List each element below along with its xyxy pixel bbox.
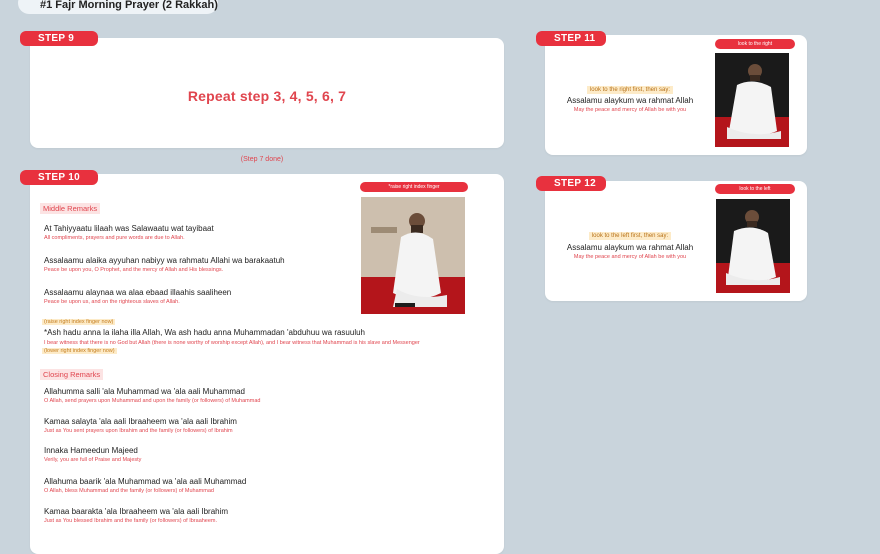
closing-tr-1: O Allah, send prayers upon Muhammad and upon the family (or followers) of Muhammad — [44, 398, 261, 404]
raise-finger-note: (raise right index finger now) — [44, 319, 114, 325]
step10-photo-tag: *raise right index finger — [360, 182, 468, 192]
middle-ar-2: Assalaamu alaika ayyuhan nabiyy wa rahmatu Allahi wa barakaatuh — [44, 256, 285, 265]
middle-ar-1: At Tahiyyaatu lilaah was Salawaatu wat tayibaat — [44, 224, 214, 233]
step10-photo — [361, 197, 465, 314]
shahada-tr: I bear witness that there is no God but Allah (there is none worthy of worship except Allah), and I bear witness that Muhammad is his slave and Messenger — [44, 340, 420, 346]
closing-tr-5: Just as You blessed Ibrahim and the family (or followers) of Ibraaheem. — [44, 518, 218, 524]
step9-label: STEP 9 — [20, 31, 98, 46]
step12-ar: Assalamu alaykum wa rahmat Allah — [566, 243, 694, 252]
step11-label: STEP 11 — [536, 31, 606, 46]
step10-label: STEP 10 — [20, 170, 98, 185]
closing-ar-5: Kamaa baarakta 'ala Ibraaheem wa 'ala aali Ibrahim — [44, 507, 229, 516]
step12-photo-tag: look to the left — [715, 184, 795, 194]
step7-done-note: (Step 7 done) — [240, 156, 284, 163]
closing-tr-3: Verily, you are full of Praise and Majesty — [44, 457, 142, 463]
step11-tr: May the peace and mercy of Allah be with you — [573, 107, 687, 113]
person-praying-photo-icon — [361, 197, 465, 314]
step11-ar: Assalamu alaykum wa rahmat Allah — [566, 96, 694, 105]
lower-finger-note: (lower right index finger now) — [44, 348, 115, 354]
step12-label: STEP 12 — [536, 176, 606, 191]
step11-card — [545, 35, 807, 155]
step11-photo — [715, 53, 789, 147]
middle-tr-1: All compliments, prayers and pure words are due to Allah. — [44, 235, 185, 241]
page-title: #1 Fajr Morning Prayer (2 Rakkah) — [18, 0, 218, 14]
step9-card — [30, 38, 504, 148]
person-praying-photo-icon — [715, 53, 789, 147]
shahada-ar: *Ash hadu anna la ilaha illa Allah, Wa ash hadu anna Muhammadan 'abduhuu wa rasuuluh — [44, 328, 366, 337]
step10-card — [30, 174, 504, 554]
middle-ar-3: Assalaamu alaynaa wa alaa ebaad illaahis saaliheen — [44, 288, 232, 297]
step11-instruction: look to the right first, then say: — [587, 86, 673, 94]
closing-ar-3: Innaka Hameedun Majeed — [44, 446, 138, 455]
middle-remarks-heading: Middle Remarks — [40, 203, 100, 214]
closing-ar-4: Allahuma baarik 'ala Muhammad wa 'ala aali Muhammad — [44, 477, 247, 486]
middle-tr-3: Peace be upon us, and on the righteous slaves of Allah. — [44, 299, 180, 305]
step12-photo — [716, 199, 790, 293]
closing-tr-4: O Allah, bless Muhammad and the family (or followers) of Muhammad — [44, 488, 214, 494]
closing-remarks-heading: Closing Remarks — [40, 369, 103, 380]
middle-tr-2: Peace be upon you, O Prophet, and the mercy of Allah and His blessings. — [44, 267, 224, 273]
closing-ar-2: Kamaa salayta 'ala aali Ibraaheem wa 'ala aali Ibrahim — [44, 417, 237, 426]
step9-text: Repeat step 3, 4, 5, 6, 7 — [187, 88, 347, 104]
closing-ar-1: Allahumma salli 'ala Muhammad wa 'ala aali Muhammad — [44, 387, 245, 396]
step12-card — [545, 181, 807, 301]
person-praying-photo-icon — [716, 199, 790, 293]
step12-tr: May the peace and mercy of Allah be with you — [573, 254, 687, 260]
step11-photo-tag: look to the right — [715, 39, 795, 49]
step12-instruction: look to the left first, then say: — [589, 232, 671, 240]
closing-tr-2: Just as You sent prayers upon Ibrahim and the family (or followers) of Ibrahim — [44, 428, 233, 434]
